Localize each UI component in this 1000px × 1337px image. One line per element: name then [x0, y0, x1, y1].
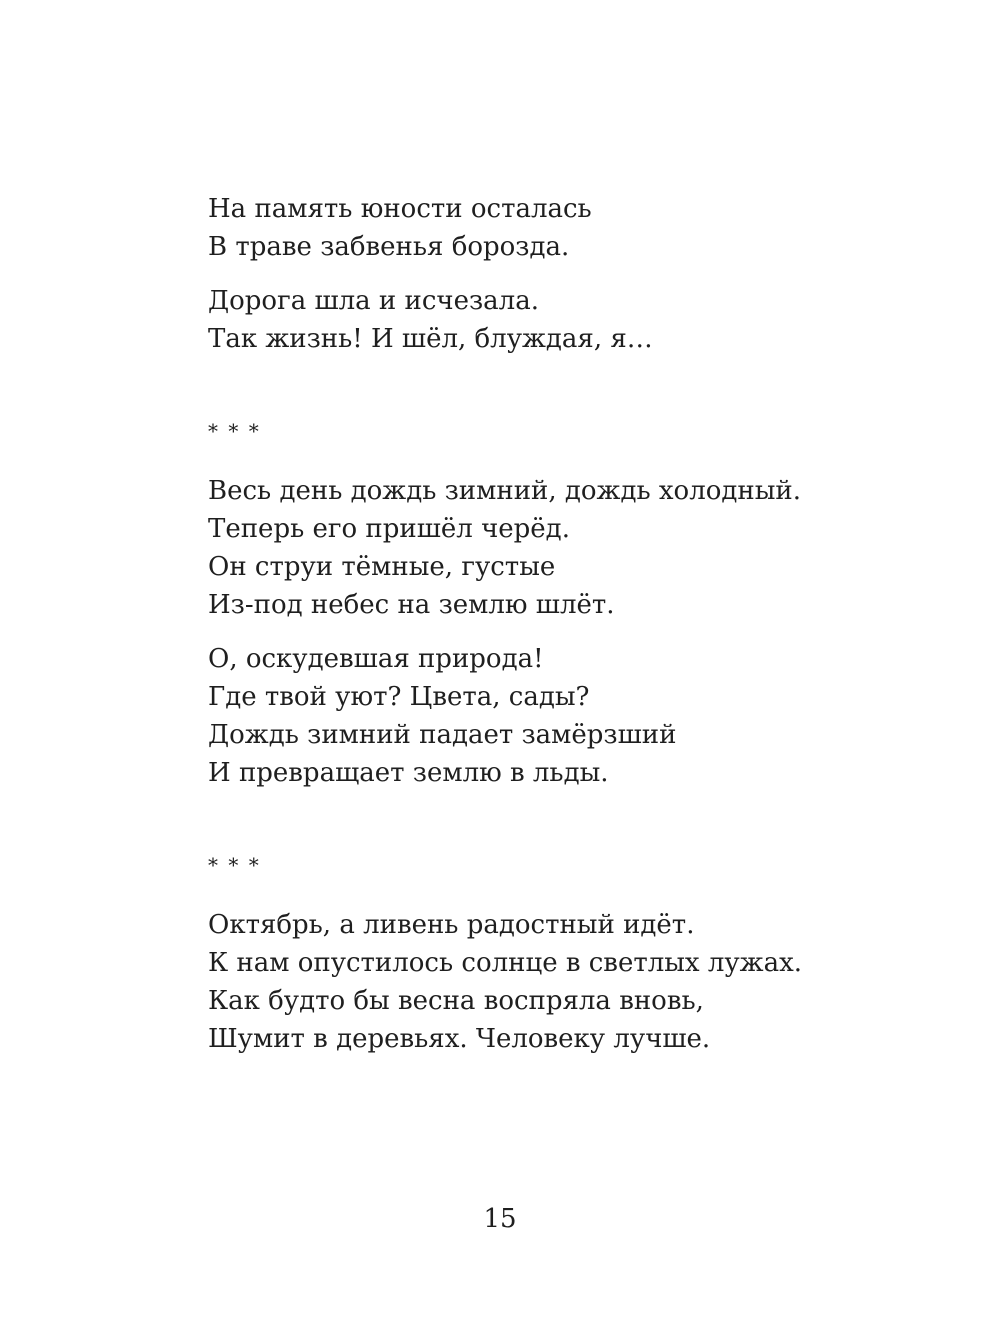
verse-line: К нам опустилось солнце в светлых лужах. [208, 948, 803, 978]
section-separator: * * * [208, 853, 261, 877]
verse-line: Шумит в деревьях. Человеку лучше. [208, 1024, 711, 1054]
poem-2-stanza-1 [208, 472, 908, 624]
verse-line: Как будто бы весна воспряла вновь, [208, 986, 704, 1016]
poem-3 [208, 846, 908, 1058]
section-separator: * * * [208, 419, 261, 443]
verse-line: Так жизнь! И шёл, блуждая, я… [208, 324, 653, 354]
page-number: 15 [483, 1204, 517, 1234]
verse-line: Весь день дождь зимний, дождь холодный. [208, 476, 801, 506]
verse-line: Октябрь, а ливень радостный идёт. [208, 910, 695, 940]
verse-line: На память юности осталась [208, 194, 592, 224]
poem-1-stanza-2 [208, 282, 908, 358]
poem-1 [208, 190, 908, 358]
verse-line: В траве забвенья борозда. [208, 232, 570, 262]
verse-line: Где твой уют? Цвета, сады? [208, 682, 590, 712]
poem-1-stanza-1 [208, 190, 908, 266]
verse-line: Дождь зимний падает замёрзший [208, 720, 677, 750]
verse-line: Он струи тёмные, густые [208, 552, 556, 582]
verse-line: Дорога шла и исчезала. [208, 286, 539, 316]
verse-line: О, оскудевшая природа! [208, 644, 544, 674]
verse-line: Из-под небес на землю шлёт. [208, 590, 615, 620]
verse-line: Теперь его пришёл черёд. [208, 514, 570, 544]
poem-text [208, 190, 908, 1058]
poem-3-stanza-1 [208, 906, 908, 1058]
poem-2-stanza-2 [208, 640, 908, 792]
poem-2 [208, 412, 908, 792]
verse-line: И превращает землю в льды. [208, 758, 609, 788]
